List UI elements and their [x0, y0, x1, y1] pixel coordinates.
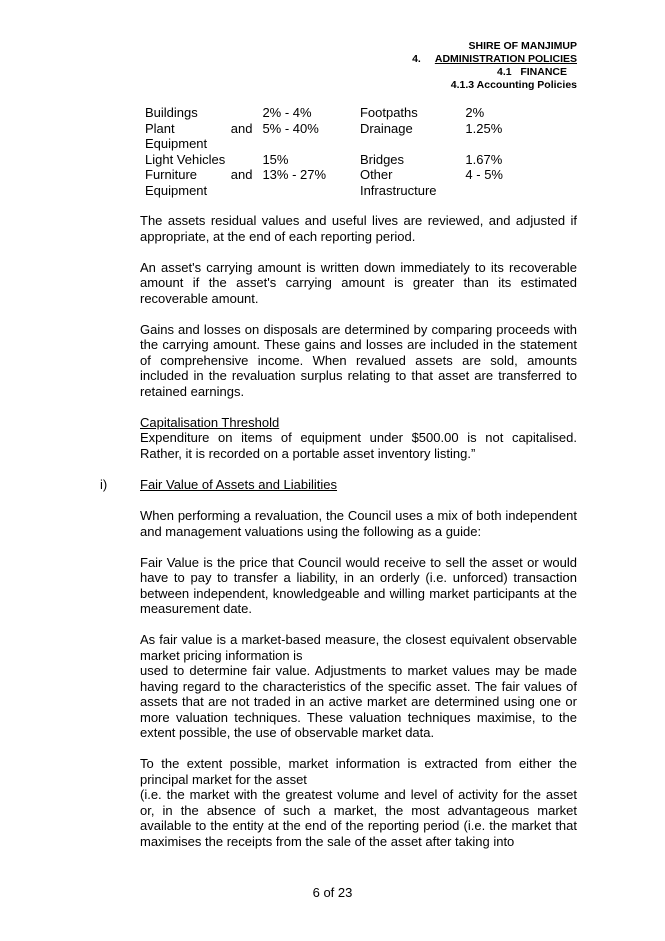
table-row	[145, 105, 545, 121]
section-title: ADMINISTRATION POLICIES	[434, 53, 577, 65]
accounting-paragraphs	[140, 213, 577, 477]
asset-class: Drainage	[359, 120, 413, 136]
table-row	[145, 167, 545, 198]
revaluation-paragraph: When performing a revaluation, the Council uses a mix of both independent and management valuations using the following as a guide:	[140, 508, 577, 539]
section-number: 4.	[412, 53, 421, 65]
asset-class: Plant and Equipment	[145, 120, 253, 151]
fair-value-definition-paragraph: Fair Value is the price that Council would receive to sell the asset or would have to pay to transfer a liability, in an orderly (i.e. unforced) transaction between independent, knowledgeable and willing market participants at the measurement date.	[140, 554, 577, 616]
market-measure-paragraph: used to determine fair value. Adjustments to market values may be made having regard to the characteristics of the specific asset. The fair values of assets that are not traded in an active market are determined using one or more valuation techniques. These valuation techniques maximise, to the extent possible, the use of observable market data.	[140, 663, 577, 740]
policy-title: 4.1.3 Accounting Policies	[450, 79, 577, 91]
document-header	[412, 40, 577, 92]
table-row	[145, 121, 545, 152]
asset-rate: 4 - 5%	[465, 167, 503, 182]
org-name: SHIRE OF MANJIMUP	[468, 40, 577, 52]
asset-rate: 13% - 27%	[262, 167, 327, 182]
asset-class: Buildings	[145, 105, 198, 120]
residual-values-paragraph: The assets residual values and useful lives are reviewed, and adjusted if appropriate, at the end of each reporting period.	[140, 213, 577, 244]
asset-class: Footpaths	[359, 105, 418, 120]
table-row	[145, 152, 545, 168]
fair-value-section	[140, 477, 577, 865]
fair-value-heading: Fair Value of Assets and Liabilities	[140, 477, 338, 492]
disposal-gains-paragraph: Gains and losses on disposals are determined by comparing proceeds with the carrying amount. These gains and losses are included in the statement of comprehensive income. When revalued assets are sold, amounts included in the revaluation surplus relating to that asset are transferred to retained earnings.	[140, 321, 577, 399]
principal-market-paragraph-start: To the extent possible, market information is extracted from either the principal market for the asset	[140, 756, 577, 787]
asset-rate: 2%	[465, 105, 485, 120]
capitalisation-heading: Capitalisation Threshold	[140, 414, 280, 430]
market-measure-paragraph-start: As fair value is a market-based measure, the closest equivalent observable market pricing information is	[140, 632, 577, 663]
asset-class: Bridges	[359, 151, 405, 167]
asset-rate: 1.25%	[465, 120, 503, 136]
asset-rate: 5% - 40%	[262, 120, 319, 136]
depreciation-rates-table	[145, 105, 545, 198]
asset-rate: 2% - 4%	[262, 105, 312, 120]
principal-market-paragraph: (i.e. the market with the greatest volume and level of activity for the asset or, in the absence of such a market, the most advantageous market available to the entity at the end of the reporting period (i.e. the market that maximises the receipts from the sale of the asset after taking into	[140, 787, 577, 849]
capitalisation-paragraph: Expenditure on items of equipment under $500.00 is not capitalised. Rather, it is recorded on a portable asset inventory listing.”	[140, 430, 577, 461]
asset-class: Other Infrastructure	[359, 167, 437, 198]
asset-class: Furniture and Equipment	[145, 167, 253, 198]
section-title-row	[412, 53, 577, 66]
page-number: 6 of 23	[312, 885, 353, 900]
asset-rate: 15%	[262, 151, 289, 167]
section-label: i)	[100, 477, 108, 492]
asset-class: Light Vehicles	[145, 151, 226, 167]
subsection-title: 4.1 FINANCE	[496, 66, 567, 78]
asset-rate: 1.67%	[465, 151, 503, 167]
carrying-amount-paragraph: An asset's carrying amount is written down immediately to its recoverable amount if the asset's carrying amount is greater than its estimated recoverable amount.	[140, 259, 577, 306]
